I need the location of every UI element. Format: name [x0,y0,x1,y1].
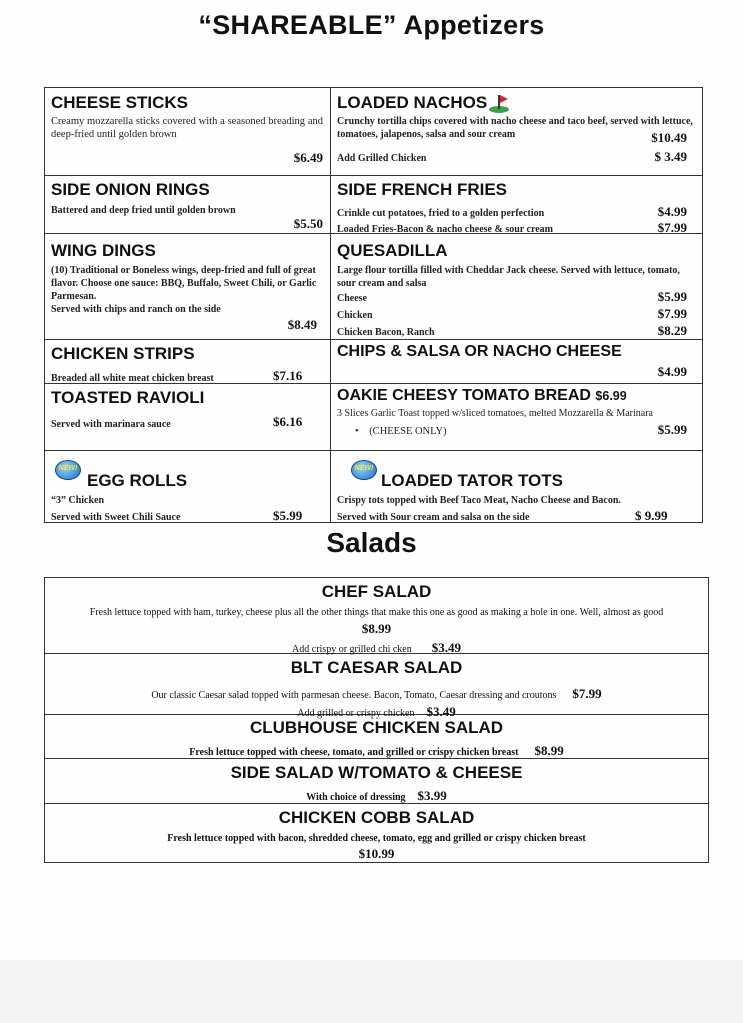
menu-item-cheese-sticks [51,93,323,173]
item-price: $6.49 [293,150,323,165]
item-name-row [337,386,699,406]
row-divider [45,175,702,176]
addon-row [45,639,708,657]
new-badge-icon: NEW! [55,460,81,480]
option-price: $7.99 [657,306,687,321]
item-description-extra: Served with Sweet Chili Sauce [51,512,181,523]
option-price: $8.29 [657,323,687,338]
new-badge-icon: NEW! [351,460,377,480]
option-text: (CHEESE ONLY) [369,426,447,437]
column-divider [330,88,331,522]
option-row [337,422,699,438]
item-description: Fresh lettuce topped with bacon, shredded cheese, tomato, egg and grilled or crispy chicken breast [167,833,586,844]
menu-item-chef-salad [45,582,708,657]
menu-item-french-fries [337,180,693,235]
item-price: $ 9.99 [635,508,668,523]
item-name: CHEESE STICKS [51,93,188,112]
item-name: SIDE FRENCH FRIES [337,180,508,199]
bullet-icon: • [355,426,359,437]
option-row [337,306,693,322]
description-row [45,742,708,760]
item-description: Fresh lettuce topped with cheese, tomato, and grilled or crispy chicken breast [189,747,519,758]
item-price: $8.49 [287,317,317,332]
item-description: Breaded all white meat chicken breast [51,373,214,384]
option-row [337,204,693,220]
item-description: Crispy tots topped with Beef Taco Meat, Nacho Cheese and Bacon. [337,495,621,506]
item-name: WING DINGS [51,241,156,260]
item-name: CHIPS & SALSA OR NACHO CHEESE [337,343,622,360]
item-description: Served with marinara sauce [51,419,171,430]
salads-list [44,577,709,863]
item-price: $7.16 [273,368,303,383]
item-description: Fresh lettuce topped with ham, turkey, cheese plus all the other things that make this one as good as making a hole in one. Well, almost as good [89,607,664,618]
menu-item-cobb-salad [45,808,708,862]
menu-item-loaded-nachos [337,93,693,173]
item-name: LOADED TATOR TOTS [381,471,563,490]
description-row [45,787,708,805]
menu-item-chicken-strips [51,344,323,382]
item-name: OAKIE CHEESY TOMATO BREAD [337,387,591,404]
salads-heading: Salads [326,527,417,558]
item-description: “3” Chicken [51,495,105,506]
menu-item-tator-tots [337,456,693,523]
addon-price: $3.49 [426,704,456,719]
menu-item-chips-salsa [337,342,693,382]
option-row [337,323,693,339]
item-name: CHICKEN STRIPS [51,344,195,363]
option-label: Cheese [337,293,367,304]
option-price: $7.99 [657,220,687,235]
item-price: $10.49 [651,130,687,145]
item-name: QUESADILLA [337,241,448,260]
option-label [337,425,447,438]
option-row [337,289,693,305]
page-margin [0,960,743,1023]
menu-item-wing-dings [51,241,323,337]
option-label: Chicken Bacon, Ranch [337,327,435,338]
menu-item-clubhouse-salad [45,718,708,760]
menu-item-quesadilla [337,241,693,337]
item-price: $3.99 [417,788,447,803]
item-description: (10) Traditional or Boneless wings, deep-fried and full of great flavor. Choose one sauce: BBQ, Buffalo, Sweet Chili, or Garlic Parmesan. [51,265,317,302]
option-price: $5.99 [657,289,687,304]
option-label: Crinkle cut potatoes, fried to a golden perfection [337,208,545,219]
item-name: CHEF SALAD [321,582,432,601]
item-description: With choice of dressing [306,792,406,803]
item-description: Large flour tortilla filled with Cheddar Jack cheese. Served with lettuce, tomato, sour cream and salsa [337,265,680,289]
item-name: CHICKEN COBB SALAD [278,808,475,827]
item-price: $10.99 [358,846,395,861]
item-price: $5.50 [293,216,323,231]
row-divider [45,450,702,451]
addon-label: Add crispy or grilled chi cken [292,644,412,655]
menu-item-side-salad [45,763,708,805]
row-divider [45,339,702,340]
menu-item-onion-rings [51,180,323,230]
option-label: Loaded Fries-Bacon & nacho cheese & sour cream [337,224,553,235]
item-price: $6.16 [273,414,303,429]
item-name-row [337,93,693,113]
item-name: SIDE SALAD W/TOMATO & CHEESE [230,763,523,782]
menu-item-blt-caesar [45,658,708,721]
addon-label: Add grilled or crispy chicken [297,708,415,719]
description-row [45,685,708,703]
item-name: EGG ROLLS [87,471,188,490]
item-price: $6.99 [595,389,627,403]
item-price: $5.99 [273,508,303,523]
item-name: BLT CAESAR SALAD [290,658,463,677]
addon-price: $3.49 [431,640,461,655]
appetizers-grid [44,87,703,523]
appetizers-heading: “SHAREABLE” Appetizers [198,10,545,40]
item-description: Our classic Caesar salad topped with parmesan cheese. Bacon, Tomato, Caesar dressing and croutons [151,690,557,701]
option-price: $4.99 [657,204,687,219]
item-description: 3 Slices Garlic Toast topped w/sliced tomatoes, melted Mozzarella & Marinara [337,408,653,419]
item-description-extra: Served with Sour cream and salsa on the side [337,512,530,523]
item-price: $8.99 [534,743,564,758]
addon-row [337,149,693,165]
menu-item-egg-rolls [51,456,323,523]
item-name: TOASTED RAVIOLI [51,388,205,407]
item-price: $8.99 [361,621,392,636]
item-name: CLUBHOUSE CHICKEN SALAD [249,718,504,737]
item-price: $4.99 [657,364,687,379]
item-description: Battered and deep fried until golden brown [51,205,236,216]
item-price: $7.99 [572,686,602,701]
item-description: Crunchy tortilla chips covered with nacho cheese and taco beef, served with lettuce, tomatoes, jalapenos, salsa and sour cream [337,116,693,140]
item-description-extra: Served with chips and ranch on the side [51,304,221,315]
option-price: $5.99 [657,422,687,437]
golf-flag-icon [489,95,509,113]
menu-item-toasted-ravioli [51,388,323,448]
addon-price: $ 3.49 [654,149,687,164]
item-name: SIDE ONION RINGS [51,180,210,199]
menu-item-tomato-bread [337,386,699,448]
item-name: LOADED NACHOS [337,93,488,112]
option-row [337,220,693,236]
option-label: Chicken [337,310,373,321]
item-description: Creamy mozzarella sticks covered with a seasoned breading and deep-fried until golden brown [51,116,323,140]
addon-label: Add Grilled Chicken [337,153,427,164]
